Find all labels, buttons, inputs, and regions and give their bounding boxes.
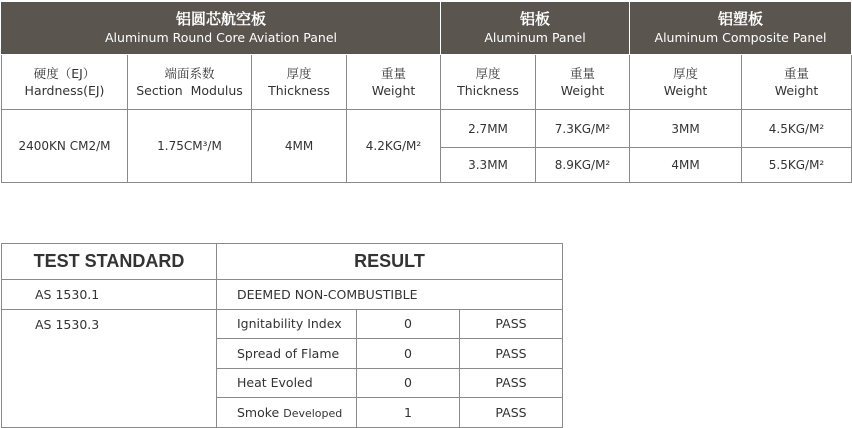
group-title-en: Aluminum Composite Panel xyxy=(654,30,827,45)
specification-table xyxy=(1,1,852,183)
column-header-en: Weight xyxy=(560,83,605,98)
column-header-acp-weight xyxy=(742,55,852,110)
column-header-zh: 厚度 xyxy=(673,66,699,81)
column-header-en: Thickness xyxy=(457,83,519,98)
result-header: RESULT xyxy=(217,244,563,280)
column-header-hardness xyxy=(2,55,128,110)
column-header-zh: 端面系数 xyxy=(164,66,215,81)
standard-as1530-3: AS 1530.3 xyxy=(2,309,217,427)
test-label-main: Smoke xyxy=(237,404,280,420)
test-standard-header: TEST STANDARD xyxy=(2,244,217,280)
standard-as1530-1: AS 1530.1 xyxy=(2,280,217,310)
column-header-en: Hardness(EJ) xyxy=(24,83,105,98)
group-title-zh: 铝圆芯航空板 xyxy=(176,10,267,28)
column-header-zh: 厚度 xyxy=(475,66,501,81)
column-header-zh: 重量 xyxy=(381,66,407,81)
column-header-weight xyxy=(347,55,441,110)
test-label: Heat Evoled xyxy=(217,368,357,398)
acp-thickness-value: 3MM xyxy=(630,110,742,148)
column-header-zh: 重量 xyxy=(784,66,810,81)
test-value: 0 xyxy=(357,368,460,398)
group-title-en: Aluminum Round Core Aviation Panel xyxy=(105,30,338,45)
group-title-zh: 铝板 xyxy=(520,10,551,28)
column-header-en: Weight xyxy=(663,83,708,98)
column-header-zh: 厚度 xyxy=(286,66,312,81)
test-value: 0 xyxy=(357,339,460,369)
al-thickness-value: 2.7MM xyxy=(441,110,536,148)
test-value: 1 xyxy=(357,398,460,428)
al-thickness-value: 3.3MM xyxy=(441,148,536,183)
group-title-zh: 铝塑板 xyxy=(718,10,764,28)
core-thickness-value: 4MM xyxy=(252,110,347,183)
acp-weight-value: 4.5KG/M² xyxy=(742,110,852,148)
group-header-composite-panel xyxy=(630,2,852,55)
group-title-en: Aluminum Panel xyxy=(484,30,586,45)
acp-weight-value: 5.5KG/M² xyxy=(742,148,852,183)
column-header-en: Section Modulus xyxy=(136,83,243,98)
column-header-al-weight xyxy=(536,55,630,110)
column-header-modulus xyxy=(128,55,252,110)
column-header-zh: 硬度（EJ） xyxy=(33,66,96,81)
fire-test-table xyxy=(1,243,563,428)
acp-thickness-value: 4MM xyxy=(630,148,742,183)
test-label: Spread of Flame xyxy=(217,339,357,369)
test-value: 0 xyxy=(357,309,460,339)
core-hardness-value: 2400KN CM2/M xyxy=(2,110,128,183)
deemed-non-combustible: DEEMED NON-COMBUSTIBLE xyxy=(217,280,563,310)
core-modulus-value: 1.75CM³/M xyxy=(128,110,252,183)
column-header-al-thickness xyxy=(441,55,536,110)
test-label: Ignitability Index xyxy=(217,309,357,339)
test-result: PASS xyxy=(460,398,563,428)
column-header-acp-thickness xyxy=(630,55,742,110)
group-header-aviation-panel xyxy=(2,2,441,55)
test-result: PASS xyxy=(460,339,563,369)
column-header-en: Weight xyxy=(774,83,819,98)
group-header-aluminum-panel xyxy=(441,2,630,55)
test-result: PASS xyxy=(460,368,563,398)
test-label xyxy=(217,398,357,428)
column-header-zh: 重量 xyxy=(570,66,596,81)
core-weight-value: 4.2KG/M² xyxy=(347,110,441,183)
column-header-en: Thickness xyxy=(268,83,330,98)
column-header-en: Weight xyxy=(371,83,416,98)
test-label-small: Developed xyxy=(283,406,343,420)
test-result: PASS xyxy=(460,309,563,339)
al-weight-value: 8.9KG/M² xyxy=(536,148,630,183)
column-header-thickness xyxy=(252,55,347,110)
al-weight-value: 7.3KG/M² xyxy=(536,110,630,148)
